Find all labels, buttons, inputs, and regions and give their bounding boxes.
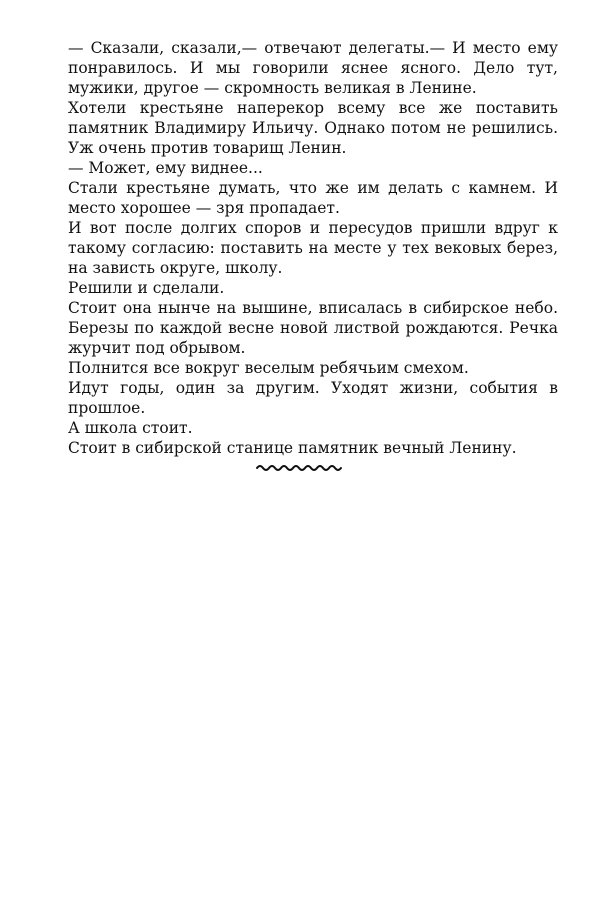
- paragraph: Стоит в сибирской станице памятник вечный Ленину.: [68, 439, 517, 457]
- paragraph: — Сказали, сказали,— отвечают делегаты.— И место ему понравилось. И мы говорили яснее ясного. Дело тут, мужики, другое — скромность великая в Ленине.: [68, 39, 558, 97]
- paragraph: Хотели крестьяне наперекор всему все же поставить памятник Владимиру Ильичу. Однако потом не решились. Уж очень против товарищ Ленин.: [68, 99, 558, 157]
- paragraph: А школа стоит.: [68, 419, 193, 437]
- paragraph: И вот после долгих споров и пересудов пришли вдруг к такому согласию: поставить на месте у тех вековых берез, на зависть округе, школу.: [68, 219, 558, 277]
- wave-ornament-icon: [255, 462, 345, 474]
- paragraph: Полнится все вокруг веселым ребячьим смехом.: [68, 359, 469, 377]
- paragraph: Стали крестьяне думать, что же им делать с камнем. И место хорошее — зря пропадает.: [68, 179, 558, 217]
- paragraph: Идут годы, один за другим. Уходят жизни, события в прошлое.: [68, 379, 558, 417]
- paragraph: — Может, ему виднее...: [68, 159, 263, 177]
- document-body: [68, 38, 558, 458]
- paragraph: Стоит она нынче на вышине, вписалась в сибирское небо. Березы по каждой весне новой листвой рождаются. Речка журчит под обрывом.: [68, 299, 558, 357]
- paragraph: Решили и сделали.: [68, 279, 225, 297]
